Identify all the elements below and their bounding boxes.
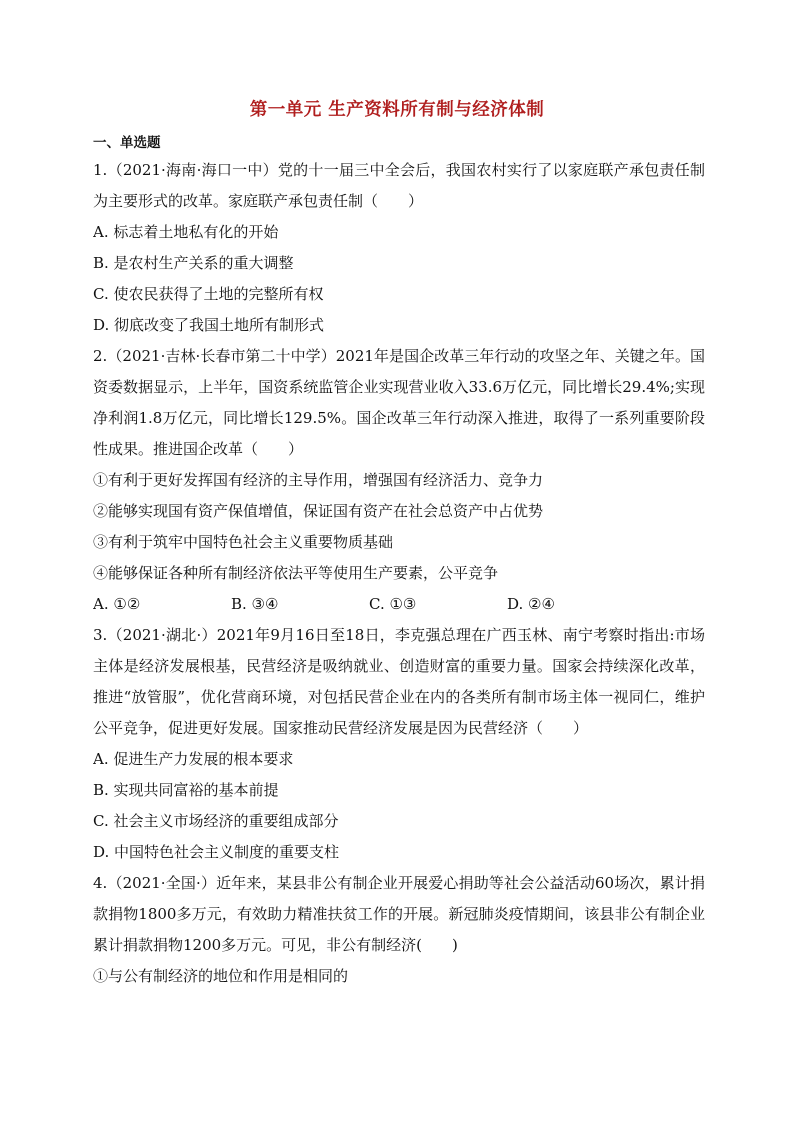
question-2-option-a: A. ①② (93, 595, 141, 613)
question-3-option-b: B. 实现共同富裕的基本前提 (93, 781, 279, 799)
question-1-option-b: B. 是农村生产关系的重大调整 (93, 254, 294, 272)
question-4-statement-1: ①与公有制经济的地位和作用是相同的 (93, 967, 349, 985)
question-4-stem: 4.（2021·全国·）近年来，某县非公有制企业开展爱心捐助等社会公益活动60场次，累计捐款捐物1800多万元，有效助力精准扶贫工作的开展。新冠肺炎疫情期间，该县非公有制企业累计捐款捐物1200多万元。可见，非公有制经济( ) (93, 874, 705, 954)
question-2-statement-2: ②能够实现国有资产保值增值，保证国有资产在社会总资产中占优势 (93, 502, 544, 520)
section-heading: 一、单选题 (93, 135, 161, 151)
question-1-stem: 1.（2021·海南·海口一中）党的十一届三中全会后，我国农村实行了以家庭联产承包责任制为主要形式的改革。家庭联产承包责任制（ ） (93, 161, 705, 210)
question-1-option-c: C. 使农民获得了土地的完整所有权 (93, 285, 324, 303)
question-2-option-d: D. ②④ (507, 595, 555, 613)
document-title: 第一单元 生产资料所有制与经济体制 (249, 100, 545, 120)
question-2-option-c: C. ①③ (369, 595, 417, 613)
question-1-option-d: D. 彻底改变了我国土地所有制形式 (93, 316, 325, 334)
question-2-statement-3: ③有利于筑牢中国特色社会主义重要物质基础 (93, 533, 394, 551)
question-2-stem: 2.（2021·吉林·长春市第二十中学）2021年是国企改革三年行动的攻坚之年、关键之年。国资委数据显示，上半年，国资系统监管企业实现营业收入33.6万亿元，同比增长29.4%;实现净利润1.8万亿元，同比增长129.5%。国企改革三年行动深入推进，取得了一系列重要阶段性成果。推进国企改革（ ） (93, 347, 705, 458)
question-3-stem: 3.（2021·湖北·）2021年9月16日至18日，李克强总理在广西玉林、南宁考察时指出:市场主体是经济发展根基，民营经济是吸纳就业、创造财富的重要力量。国家会持续深化改革，推进“放管服”，优化营商环境，对包括民营企业在内的各类所有制市场主体一视同仁，维护公平竞争，促进更好发展。国家推动民营经济发展是因为民营经济（ ） (93, 626, 705, 737)
question-2-statement-1: ①有利于更好发挥国有经济的主导作用，增强国有经济活力、竞争力 (93, 471, 544, 489)
question-2-statement-4: ④能够保证各种所有制经济依法平等使用生产要素，公平竞争 (93, 564, 499, 582)
question-list (93, 155, 705, 992)
question-3-option-a: A. 促进生产力发展的根本要求 (93, 750, 294, 768)
question-3-option-c: C. 社会主义市场经济的重要组成部分 (93, 812, 339, 830)
question-3-option-d: D. 中国特色社会主义制度的重要支柱 (93, 843, 340, 861)
question-2-option-b: B. ③④ (231, 595, 279, 613)
question-1-option-a: A. 标志着土地私有化的开始 (93, 223, 279, 241)
question-2-options (93, 589, 705, 620)
